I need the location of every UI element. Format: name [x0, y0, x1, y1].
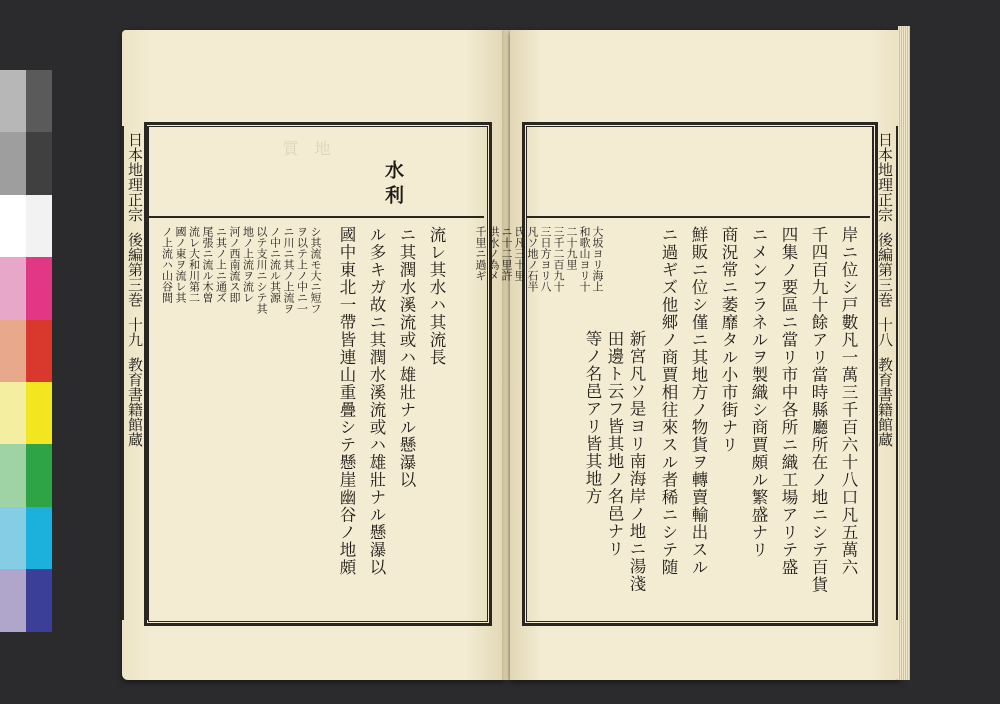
color-swatch	[26, 382, 52, 444]
text-column: 新宮凡ソ是ヨリ南海岸ノ地ニ湯淺	[627, 330, 646, 593]
text-column: ノ中ニ流ル其源	[268, 226, 282, 303]
color-swatch	[0, 444, 26, 506]
right-hashira-page-number: 十八	[876, 317, 894, 347]
color-swatch	[26, 444, 52, 506]
text-column: ノ上流ハ山谷間	[160, 226, 174, 303]
text-column: 以テ支川ニシテ其	[255, 226, 268, 314]
color-swatch	[0, 382, 26, 444]
right-hashira-volume: 後編第三巻	[876, 232, 894, 307]
text-column: ニ其ノ上ニ通ズ	[214, 226, 228, 303]
text-column: ニメンフラネルヲ製織シ商賈頗ル繁盛ナリ	[749, 226, 768, 559]
page-edges	[898, 26, 910, 680]
text-column: 洪水ノ為メ	[487, 226, 500, 281]
color-swatch	[26, 132, 52, 194]
color-swatch	[0, 132, 26, 194]
color-swatch	[0, 320, 26, 382]
text-column: 田邊ト云フ皆其地ノ名邑ナリ	[605, 330, 624, 558]
text-column: ヲ以テ上ノ中ニ一	[295, 226, 309, 314]
text-column: 國中東北一帶皆連山重疊シテ懸崖幽谷ノ地頗	[337, 226, 356, 576]
text-column: 三千二百九十	[552, 226, 565, 292]
right-page	[474, 30, 902, 680]
text-column: 千里ニ過ギ	[474, 226, 487, 281]
text-column: 鮮販ニ位シ僅ニ其地方ノ物貨ヲ轉賣輸出スル	[689, 226, 708, 576]
text-column: ニ其潤水溪流或ハ雄壯ナル懸瀑以	[397, 226, 416, 489]
text-column: ニ過ギズ他郷ノ商賈相往來スル者稀ニシテ随	[659, 226, 678, 576]
left-hashira-collection: 教育書籍館蔵	[126, 357, 144, 447]
color-swatch	[26, 569, 52, 631]
color-swatch	[26, 70, 52, 132]
left-hashira-title: 日本地理正宗	[126, 132, 144, 222]
color-swatch	[0, 257, 26, 319]
right-hashira	[872, 126, 898, 620]
text-column: 氏凡三十里	[513, 226, 526, 281]
bleed-through-text-1: 地	[312, 140, 331, 157]
color-swatch	[26, 507, 52, 569]
text-column: 千四百九十餘アリ當時縣廳所在ノ地ニシテ百貨	[809, 226, 828, 594]
text-column: 和歌山ヨリ十	[578, 226, 591, 292]
text-column: ル多キガ故ニ其潤水溪流或ハ雄壯ナル懸瀑以	[367, 226, 386, 576]
left-hashira-page-number: 十九	[126, 317, 144, 347]
bleed-through-text-2: 質	[280, 140, 299, 157]
color-swatch	[0, 569, 26, 631]
left-hashira-volume: 後編第三巻	[126, 232, 144, 307]
text-column: ニ川ニ其ノ上流ヲ	[282, 226, 295, 314]
color-swatch	[0, 70, 26, 132]
text-column: 大坂ヨリ海上	[591, 226, 604, 292]
text-column: シ其流モ大ニ短フ	[309, 226, 322, 314]
color-swatch	[26, 257, 52, 319]
color-swatch	[26, 195, 52, 257]
color-swatch	[26, 320, 52, 382]
text-column: 河ノ西南流ス即	[228, 226, 241, 303]
left-hashira	[122, 126, 148, 620]
text-column: 岸ニ位シ戸數凡一萬三千百六十八口凡五萬六	[839, 226, 858, 576]
text-column: 三日方ヨリ八	[539, 226, 552, 292]
text-column: 尾張ニ流ル木曽	[201, 226, 214, 303]
text-column: 商況常ニ萎靡タル小市街ナリ	[719, 226, 738, 454]
right-hashira-title: 日本地理正宗	[876, 132, 894, 222]
right-hashira-collection: 教育書籍館蔵	[876, 357, 894, 447]
text-column: 地ノ上流ヲ流レ	[241, 226, 255, 303]
color-swatch	[0, 507, 26, 569]
color-swatch	[0, 195, 26, 257]
text-column: 凡ソ地ノ石半	[526, 226, 539, 292]
text-column: 四集ノ要區ニ當リ市中各所ニ織工場アリテ盛	[779, 226, 798, 576]
left-header-rule	[148, 216, 484, 218]
text-column: 流レ其水ハ其流長	[427, 226, 446, 366]
text-column: 國ノ東ヲ流レ其	[174, 226, 187, 303]
color-calibration-bar	[0, 70, 52, 632]
text-column: 等ノ名邑アリ皆其地方	[583, 330, 602, 505]
section-title: 水利	[382, 160, 404, 210]
text-column: 流レ大和川第二	[187, 226, 201, 303]
text-column: ニ十二里許	[500, 226, 513, 281]
right-header-rule	[526, 216, 870, 218]
open-book	[118, 26, 910, 690]
text-column: 二十九里	[565, 226, 578, 270]
left-page	[122, 30, 504, 680]
